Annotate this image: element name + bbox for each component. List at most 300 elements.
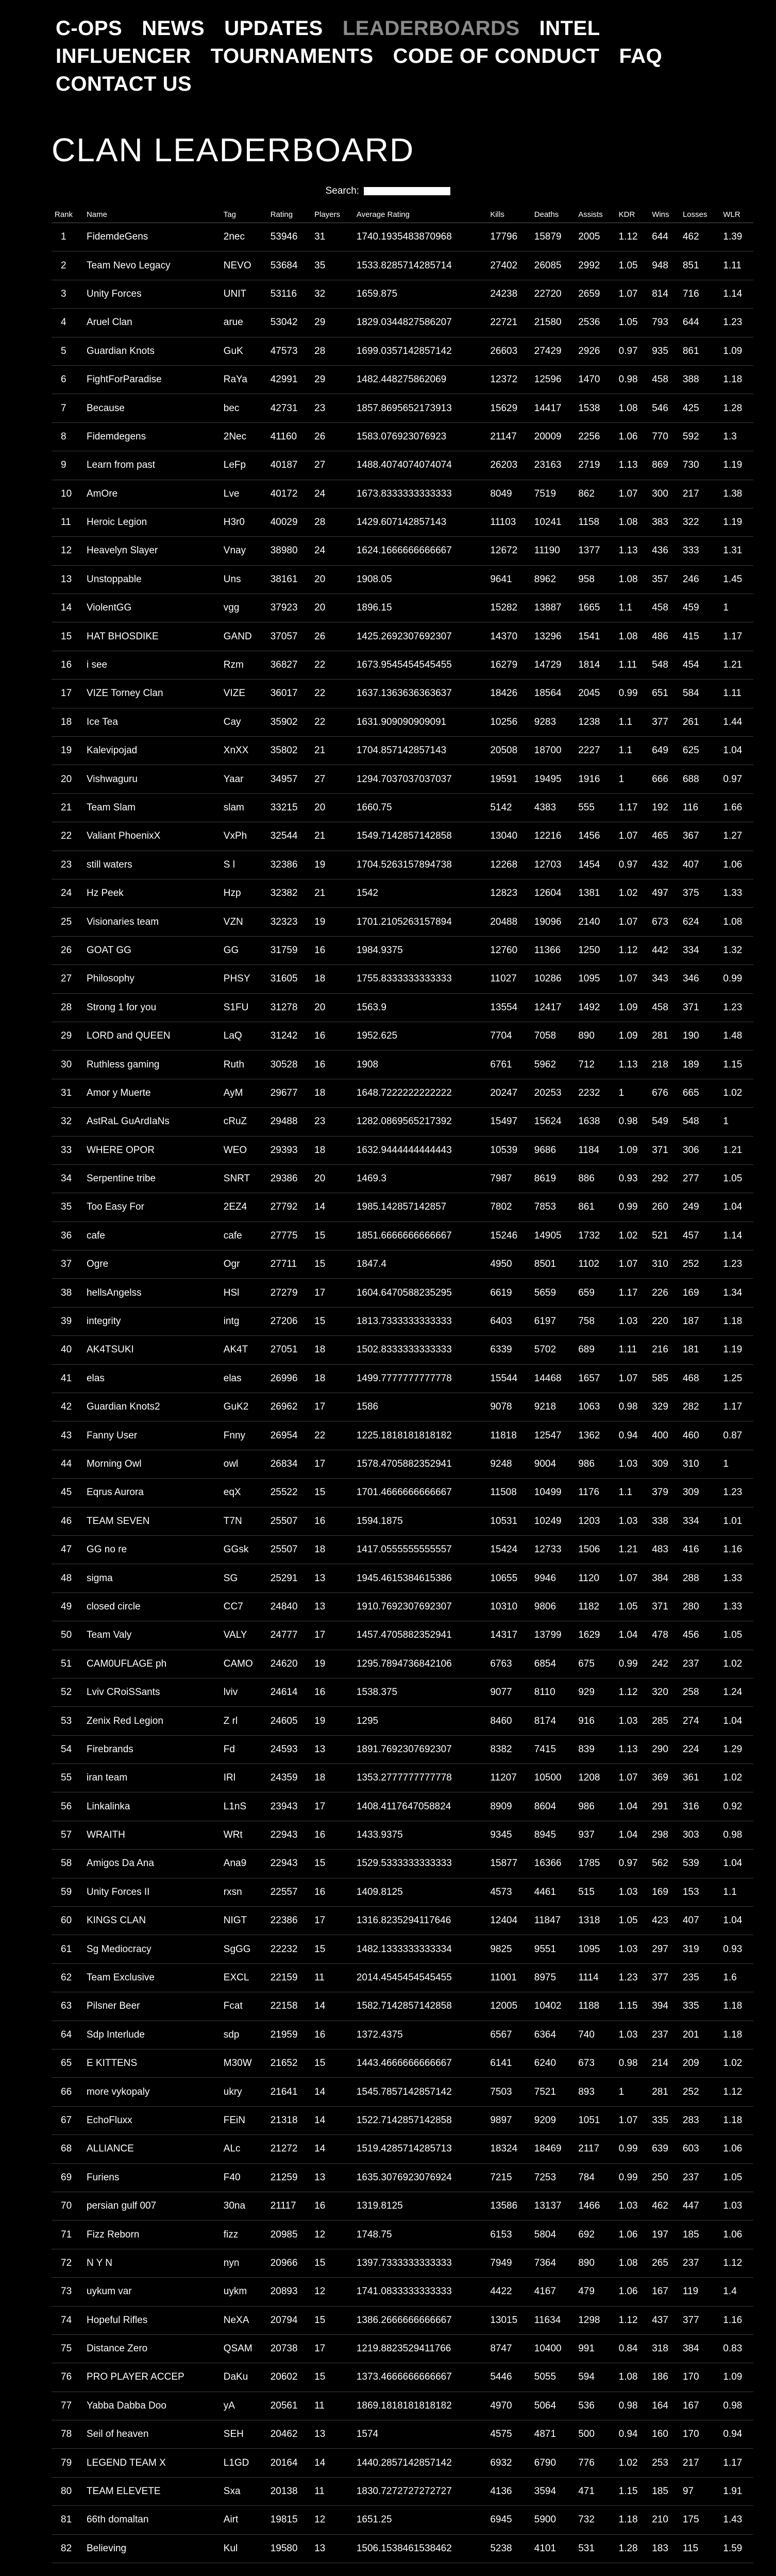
cell-name: Morning Owl: [83, 1450, 221, 1478]
cell-wlr: 1.09: [720, 337, 753, 365]
cell-rank: 38: [52, 1279, 83, 1307]
cell-deaths: 4101: [531, 2534, 575, 2563]
cell-losses: 170: [680, 2363, 720, 2392]
cell-avg: 1482.1333333333334: [353, 1935, 487, 1963]
nav-link-tournaments[interactable]: TOURNAMENTS: [210, 45, 374, 67]
cell-tag: SgGG: [221, 1935, 267, 1963]
cell-players: 23: [311, 394, 353, 422]
cell-avg: 1295.7894736842106: [353, 1650, 487, 1678]
table-row: [52, 908, 753, 936]
cell-name: Firebrands: [83, 1735, 221, 1764]
cell-wlr: 1.15: [720, 1050, 753, 1079]
cell-assists: 1051: [575, 2106, 615, 2134]
cell-name: Furiens: [83, 2163, 221, 2192]
cell-wins: 285: [649, 1707, 680, 1735]
cell-players: 29: [311, 365, 353, 394]
cell-assists: 1102: [575, 1250, 615, 1279]
cell-deaths: 10286: [531, 965, 575, 993]
cell-name: Linkalinka: [83, 1792, 221, 1821]
cell-deaths: 12547: [531, 1421, 575, 1450]
cell-wlr: 0.92: [720, 1792, 753, 1821]
cell-avg: 1984.9375: [353, 936, 487, 964]
cell-kdr: 0.99: [616, 2163, 649, 2192]
cell-kdr: 1: [616, 765, 649, 793]
cell-avg: 1583.076923076923: [353, 422, 487, 451]
cell-tag: rxsn: [221, 1878, 267, 1906]
cell-deaths: 12703: [531, 851, 575, 879]
cell-assists: 2140: [575, 908, 615, 936]
cell-kdr: 1.02: [616, 1222, 649, 1250]
cell-rank: 9: [52, 451, 83, 480]
table-row: [52, 451, 753, 480]
table-row: [52, 793, 753, 822]
cell-rank: 32: [52, 1108, 83, 1136]
column-header-wins[interactable]: Wins: [649, 206, 680, 223]
column-header-name[interactable]: Name: [83, 206, 221, 223]
cell-assists: 958: [575, 565, 615, 594]
cell-deaths: 10241: [531, 508, 575, 536]
cell-losses: 169: [680, 1279, 720, 1307]
cell-rank: 24: [52, 879, 83, 907]
cell-rank: 48: [52, 1564, 83, 1592]
cell-wlr: 0.87: [720, 1421, 753, 1450]
cell-tag: GAND: [221, 622, 267, 651]
cell-losses: 462: [680, 223, 720, 251]
column-header-losses[interactable]: Losses: [680, 206, 720, 223]
cell-name: Lviv CRoiSSants: [83, 1678, 221, 1706]
cell-rating: 21318: [267, 2106, 311, 2134]
table-row: [52, 1136, 753, 1164]
cell-kills: 4950: [487, 1250, 531, 1279]
cell-wlr: 1.23: [720, 1250, 753, 1279]
cell-rating: 40172: [267, 480, 311, 508]
cell-players: 22: [311, 680, 353, 708]
cell-deaths: 20009: [531, 422, 575, 451]
cell-losses: 201: [680, 2021, 720, 2049]
cell-kdr: 1.07: [616, 480, 649, 508]
column-header-average-rating[interactable]: Average Rating: [353, 206, 487, 223]
cell-players: 28: [311, 337, 353, 365]
cell-wins: 169: [649, 1878, 680, 1906]
cell-players: 18: [311, 1764, 353, 1792]
cell-rank: 59: [52, 1878, 83, 1906]
cell-kills: 10310: [487, 1592, 531, 1621]
cell-wlr: 1.39: [720, 223, 753, 251]
cell-losses: 644: [680, 309, 720, 337]
cell-deaths: 10499: [531, 1479, 575, 1507]
cell-deaths: 11847: [531, 1907, 575, 1935]
cell-name: still waters: [83, 851, 221, 879]
column-header-tag[interactable]: Tag: [221, 206, 267, 223]
cell-players: 19: [311, 1650, 353, 1678]
cell-wlr: 1.05: [720, 1164, 753, 1193]
cell-assists: 991: [575, 2334, 615, 2363]
cell-avg: 1704.5263157894738: [353, 851, 487, 879]
cell-players: 11: [311, 1963, 353, 1992]
cell-name: Pilsner Beer: [83, 1992, 221, 2021]
cell-wins: 377: [649, 708, 680, 736]
cell-avg: 1908.05: [353, 565, 487, 594]
cell-players: 29: [311, 309, 353, 337]
cell-kills: 11001: [487, 1963, 531, 1992]
cell-players: 24: [311, 480, 353, 508]
cell-kdr: 1: [616, 2078, 649, 2106]
cell-assists: 2992: [575, 251, 615, 280]
cell-deaths: 7253: [531, 2163, 575, 2192]
cell-losses: 116: [680, 793, 720, 822]
cell-players: 13: [311, 2534, 353, 2563]
cell-avg: 1673.8333333333333: [353, 480, 487, 508]
cell-rank: 65: [52, 2049, 83, 2078]
table-row: [52, 2249, 753, 2277]
cell-wins: 197: [649, 2221, 680, 2249]
nav-link-leaderboards[interactable]: LEADERBOARDS: [342, 17, 520, 40]
cell-tag: GGsk: [221, 1535, 267, 1564]
page-title: CLAN LEADERBOARD: [52, 131, 415, 168]
cell-kills: 6153: [487, 2221, 531, 2249]
cell-wins: 465: [649, 822, 680, 851]
cell-name: HAT BHOSDIKE: [83, 622, 221, 651]
cell-rank: 61: [52, 1935, 83, 1963]
cell-assists: 1176: [575, 1479, 615, 1507]
cell-assists: 1466: [575, 2192, 615, 2220]
cell-name: CAM0UFLAGE ph: [83, 1650, 221, 1678]
cell-avg: 1574: [353, 2420, 487, 2449]
table-row: [52, 2078, 753, 2106]
cell-assists: 2659: [575, 280, 615, 308]
cell-kdr: 1.04: [616, 1821, 649, 1849]
table-row: [52, 1307, 753, 1335]
cell-name: LEGEND TEAM X: [83, 2449, 221, 2477]
cell-losses: 407: [680, 1907, 720, 1935]
cell-players: 23: [311, 1108, 353, 1136]
cell-tag: sdp: [221, 2021, 267, 2049]
cell-deaths: 9946: [531, 1564, 575, 1592]
cell-assists: 1238: [575, 708, 615, 736]
cell-kills: 5446: [487, 2363, 531, 2392]
cell-kills: 15282: [487, 594, 531, 622]
cell-name: AmOre: [83, 480, 221, 508]
table-row: [52, 765, 753, 793]
cell-losses: 280: [680, 1592, 720, 1621]
cell-assists: 2926: [575, 337, 615, 365]
cell-kdr: 1.03: [616, 1450, 649, 1478]
cell-tag: WEO: [221, 1136, 267, 1164]
cell-wlr: 1.03: [720, 2192, 753, 2220]
cell-tag: EXCL: [221, 1963, 267, 1992]
cell-assists: 1538: [575, 394, 615, 422]
cell-wlr: 1.16: [720, 2306, 753, 2334]
cell-wlr: 1.05: [720, 2163, 753, 2192]
cell-rating: 31278: [267, 993, 311, 1022]
cell-tag: LaQ: [221, 1022, 267, 1050]
cell-kills: 6761: [487, 1050, 531, 1079]
cell-kills: 6932: [487, 2449, 531, 2477]
cell-avg: 1632.9444444444443: [353, 1136, 487, 1164]
cell-name: Valiant PhoenixX: [83, 822, 221, 851]
nav-link-influencer[interactable]: INFLUENCER: [56, 45, 191, 67]
cell-kills: 4575: [487, 2420, 531, 2449]
cell-losses: 468: [680, 1364, 720, 1393]
cell-wlr: 1.19: [720, 451, 753, 480]
cell-avg: 1372.4375: [353, 2021, 487, 2049]
cell-assists: 929: [575, 1678, 615, 1706]
cell-deaths: 8501: [531, 1250, 575, 1279]
cell-wlr: 1.59: [720, 2534, 753, 2563]
table-row: [52, 394, 753, 422]
cell-kdr: 1.03: [616, 2021, 649, 2049]
cell-rating: 38980: [267, 537, 311, 565]
cell-wlr: 1.05: [720, 1621, 753, 1650]
cell-rating: 31242: [267, 1022, 311, 1050]
cell-tag: Yaar: [221, 765, 267, 793]
cell-tag: vgg: [221, 594, 267, 622]
cell-avg: 1908: [353, 1050, 487, 1079]
column-header-deaths[interactable]: Deaths: [531, 206, 575, 223]
cell-rating: 22232: [267, 1935, 311, 1963]
cell-assists: 1095: [575, 1935, 615, 1963]
cell-rank: 63: [52, 1992, 83, 2021]
cell-tag: AK4T: [221, 1336, 267, 1364]
cell-rank: 67: [52, 2106, 83, 2134]
table-row: [52, 2135, 753, 2163]
cell-assists: 1120: [575, 1564, 615, 1592]
cell-rating: 21959: [267, 2021, 311, 2049]
cell-wins: 869: [649, 451, 680, 480]
cell-avg: 1533.8285714285714: [353, 251, 487, 280]
cell-wins: 649: [649, 737, 680, 765]
nav-link-news[interactable]: NEWS: [142, 17, 205, 40]
cell-name: Sdp Interlude: [83, 2021, 221, 2049]
search-input[interactable]: [364, 187, 450, 195]
cell-rating: 31605: [267, 965, 311, 993]
nav-link-updates[interactable]: UPDATES: [224, 17, 323, 40]
cell-players: 16: [311, 2021, 353, 2049]
cell-losses: 252: [680, 1250, 720, 1279]
column-header-kills[interactable]: Kills: [487, 206, 531, 223]
cell-losses: 861: [680, 337, 720, 365]
cell-kills: 13586: [487, 2192, 531, 2220]
cell-players: 17: [311, 1393, 353, 1421]
cell-rating: 26834: [267, 1450, 311, 1478]
table-row: [52, 622, 753, 651]
cell-wins: 371: [649, 1136, 680, 1164]
cell-kills: 22721: [487, 309, 531, 337]
column-header-rank[interactable]: Rank: [52, 206, 83, 223]
nav-link-intel[interactable]: INTEL: [539, 17, 600, 40]
cell-name: Visionaries team: [83, 908, 221, 936]
cell-rating: 21652: [267, 2049, 311, 2078]
cell-kdr: 1.08: [616, 2363, 649, 2392]
cell-losses: 282: [680, 1393, 720, 1421]
cell-losses: 310: [680, 1450, 720, 1478]
cell-wlr: 1.18: [720, 2021, 753, 2049]
cell-kills: 9248: [487, 1450, 531, 1478]
cell-kills: 15497: [487, 1108, 531, 1136]
cell-tag: 2nec: [221, 223, 267, 251]
cell-rating: 26954: [267, 1421, 311, 1450]
cell-players: 21: [311, 822, 353, 851]
cell-kills: 11103: [487, 508, 531, 536]
cell-wlr: 1.12: [720, 2249, 753, 2277]
nav-link-contact-us[interactable]: CONTACT US: [56, 73, 192, 95]
cell-wlr: 1.48: [720, 1022, 753, 1050]
cell-rank: 66: [52, 2078, 83, 2106]
cell-players: 27: [311, 451, 353, 480]
cell-wlr: 1.17: [720, 622, 753, 651]
cell-wins: 371: [649, 1592, 680, 1621]
cell-name: Kalevipojad: [83, 737, 221, 765]
cell-name: LORD and QUEEN: [83, 1022, 221, 1050]
cell-wins: 281: [649, 1022, 680, 1050]
cell-wins: 379: [649, 1479, 680, 1507]
cell-wins: 521: [649, 1222, 680, 1250]
cell-losses: 624: [680, 908, 720, 936]
cell-losses: 384: [680, 2334, 720, 2363]
cell-rank: 10: [52, 480, 83, 508]
cell-deaths: 13799: [531, 1621, 575, 1650]
cell-tag: M30W: [221, 2049, 267, 2078]
column-header-players[interactable]: Players: [311, 206, 353, 223]
cell-avg: 1386.2666666666667: [353, 2306, 487, 2334]
cell-assists: 689: [575, 1336, 615, 1364]
cell-rank: 11: [52, 508, 83, 536]
cell-name: closed circle: [83, 1592, 221, 1621]
cell-name: WRAITH: [83, 1821, 221, 1849]
cell-name: Fidemdegens: [83, 422, 221, 451]
cell-kdr: 1.07: [616, 965, 649, 993]
cell-tag: Vnay: [221, 537, 267, 565]
cell-losses: 425: [680, 394, 720, 422]
cell-wlr: 1.14: [720, 1222, 753, 1250]
table-row: [52, 2506, 753, 2534]
cell-losses: 175: [680, 2506, 720, 2534]
cell-kdr: 1.18: [616, 2506, 649, 2534]
cell-name: Team Slam: [83, 793, 221, 822]
cell-rating: 24777: [267, 1621, 311, 1650]
cell-rank: 64: [52, 2021, 83, 2049]
cell-avg: 1408.4117647058824: [353, 1792, 487, 1821]
cell-deaths: 9283: [531, 708, 575, 736]
nav-link-code-of-conduct[interactable]: CODE OF CONDUCT: [393, 45, 600, 67]
cell-wins: 483: [649, 1535, 680, 1564]
cell-players: 14: [311, 2078, 353, 2106]
cell-wins: 237: [649, 2021, 680, 2049]
cell-kdr: 1.09: [616, 993, 649, 1022]
cell-players: 18: [311, 1079, 353, 1107]
cell-name: Hopeful Rifles: [83, 2306, 221, 2334]
table-row: [52, 1336, 753, 1364]
table-row: [52, 1878, 753, 1906]
cell-rating: 20738: [267, 2334, 311, 2363]
cell-kills: 9641: [487, 565, 531, 594]
cell-kills: 4573: [487, 1878, 531, 1906]
cell-players: 13: [311, 1735, 353, 1764]
cell-deaths: 10500: [531, 1764, 575, 1792]
cell-rank: 13: [52, 565, 83, 594]
cell-kills: 9077: [487, 1678, 531, 1706]
cell-kdr: 1.15: [616, 2477, 649, 2505]
cell-players: 20: [311, 565, 353, 594]
cell-wins: 432: [649, 851, 680, 879]
cell-avg: 1891.7692307692307: [353, 1735, 487, 1764]
cell-name: Unity Forces: [83, 280, 221, 308]
cell-wlr: 1.24: [720, 1678, 753, 1706]
table-row: [52, 1564, 753, 1592]
cell-wlr: 1.06: [720, 2221, 753, 2249]
cell-deaths: 5064: [531, 2392, 575, 2420]
column-header-rating[interactable]: Rating: [267, 206, 311, 223]
cell-deaths: 9686: [531, 1136, 575, 1164]
cell-name: Fanny User: [83, 1421, 221, 1450]
cell-name: Aruel Clan: [83, 309, 221, 337]
cell-deaths: 15624: [531, 1108, 575, 1136]
table-row: [52, 1707, 753, 1735]
cell-tag: GuK: [221, 337, 267, 365]
cell-deaths: 13137: [531, 2192, 575, 2220]
cell-wins: 548: [649, 651, 680, 679]
cell-avg: 1429.607142857143: [353, 508, 487, 536]
cell-rank: 42: [52, 1393, 83, 1421]
cell-kdr: 1.07: [616, 1764, 649, 1792]
cell-deaths: 18700: [531, 737, 575, 765]
cell-wlr: 1.14: [720, 280, 753, 308]
column-header-wlr[interactable]: WLR: [720, 206, 753, 223]
cell-tag: CAMO: [221, 1650, 267, 1678]
table-row: [52, 2363, 753, 2392]
cell-avg: 1488.4074074074074: [353, 451, 487, 480]
cell-losses: 665: [680, 1079, 720, 1107]
cell-tag: Ogr: [221, 1250, 267, 1279]
cell-rating: 22943: [267, 1821, 311, 1849]
cell-players: 16: [311, 936, 353, 964]
cell-deaths: 22720: [531, 280, 575, 308]
cell-wins: 357: [649, 565, 680, 594]
cell-deaths: 14417: [531, 394, 575, 422]
column-header-assists[interactable]: Assists: [575, 206, 615, 223]
cell-assists: 2227: [575, 737, 615, 765]
cell-deaths: 6197: [531, 1307, 575, 1335]
cell-avg: 1586: [353, 1393, 487, 1421]
cell-wins: 226: [649, 1279, 680, 1307]
cell-assists: 2256: [575, 422, 615, 451]
cell-players: 13: [311, 1564, 353, 1592]
cell-avg: 1582.7142857142858: [353, 1992, 487, 2021]
cell-rank: 25: [52, 908, 83, 936]
cell-avg: 1648.7222222222222: [353, 1079, 487, 1107]
cell-name: Philosophy: [83, 965, 221, 993]
cell-rank: 68: [52, 2135, 83, 2163]
cell-avg: 1502.8333333333333: [353, 1336, 487, 1364]
cell-name: E KITTENS: [83, 2049, 221, 2078]
cell-players: 21: [311, 879, 353, 907]
table-row: [52, 1507, 753, 1535]
column-header-kdr[interactable]: KDR: [616, 206, 649, 223]
cell-wins: 458: [649, 993, 680, 1022]
cell-assists: 1182: [575, 1592, 615, 1621]
cell-wlr: 1.4: [720, 2278, 753, 2306]
cell-deaths: 18564: [531, 680, 575, 708]
cell-tag: H3r0: [221, 508, 267, 536]
cell-losses: 115: [680, 2534, 720, 2563]
nav-link-c-ops[interactable]: C-OPS: [56, 17, 123, 40]
nav-link-faq[interactable]: FAQ: [619, 45, 663, 67]
cell-avg: 1851.6666666666667: [353, 1222, 487, 1250]
cell-deaths: 9004: [531, 1450, 575, 1478]
cell-losses: 189: [680, 1050, 720, 1079]
table-row: [52, 2021, 753, 2049]
cell-assists: 2719: [575, 451, 615, 480]
